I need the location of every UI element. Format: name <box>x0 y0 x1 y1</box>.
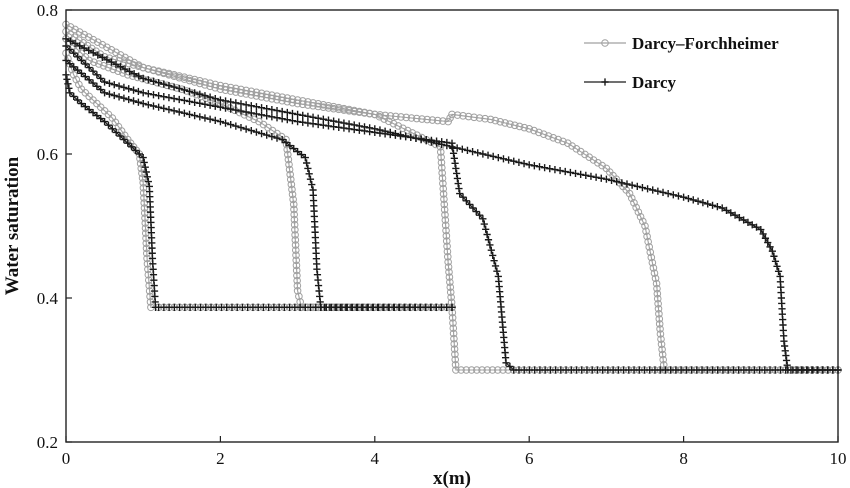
data-point <box>309 114 316 121</box>
y-tick-label: 0.2 <box>36 433 58 452</box>
data-point <box>106 91 113 98</box>
data-point <box>237 124 244 131</box>
data-point <box>222 120 229 127</box>
data-point <box>481 220 488 227</box>
data-point <box>464 147 471 154</box>
data-point <box>258 130 265 137</box>
data-point <box>556 167 563 174</box>
data-point <box>659 189 666 196</box>
data-point <box>304 113 311 120</box>
data-point <box>492 262 499 269</box>
data-point <box>649 186 656 193</box>
data-point <box>130 97 137 104</box>
series-darcy <box>62 35 841 373</box>
x-tick-label: 6 <box>524 449 534 468</box>
data-point <box>510 158 517 165</box>
data-point <box>644 185 651 192</box>
data-point <box>170 95 177 102</box>
data-point <box>325 117 332 124</box>
data-point <box>140 100 147 107</box>
data-point <box>474 149 481 156</box>
data-point <box>587 173 594 180</box>
data-point <box>680 194 687 201</box>
data-point <box>243 101 250 108</box>
data-point <box>495 154 502 161</box>
data-point <box>335 118 342 125</box>
data-point <box>125 96 132 103</box>
data-point <box>482 226 489 233</box>
data-point <box>207 116 214 123</box>
data-point <box>115 82 122 89</box>
data-point <box>515 159 522 166</box>
data-point <box>253 103 260 110</box>
x-tick-label: 8 <box>679 449 688 468</box>
data-point <box>770 253 777 260</box>
data-point <box>505 156 512 163</box>
data-point <box>704 200 711 207</box>
data-point <box>488 247 495 254</box>
data-point <box>201 114 208 121</box>
data-point <box>248 109 255 116</box>
data-point <box>258 111 265 118</box>
data-point <box>536 163 543 170</box>
data-point <box>160 93 167 100</box>
data-point <box>654 188 661 195</box>
data-point <box>629 182 636 189</box>
data-point <box>775 268 782 275</box>
data-point <box>268 133 275 140</box>
data-point <box>623 180 630 187</box>
legend-label: Darcy–Forchheimer <box>632 34 779 53</box>
data-point <box>284 116 291 123</box>
data-point <box>448 143 455 150</box>
data-point <box>130 87 137 94</box>
data-point <box>526 161 533 168</box>
data-point <box>186 98 193 105</box>
y-tick-label: 0.8 <box>36 1 58 20</box>
data-point <box>567 169 574 176</box>
chart-marks <box>62 21 841 374</box>
x-tick-label: 4 <box>370 449 380 468</box>
data-point <box>634 183 641 190</box>
data-point <box>551 166 558 173</box>
data-point <box>694 198 701 205</box>
data-point <box>253 129 260 136</box>
data-point <box>455 185 462 192</box>
data-point <box>469 148 476 155</box>
data-point <box>120 84 127 91</box>
data-point <box>452 165 459 172</box>
data-point <box>111 81 118 88</box>
data-point <box>63 76 70 83</box>
data-point <box>479 150 486 157</box>
data-point <box>289 117 296 124</box>
data-point <box>165 106 172 113</box>
data-point <box>356 122 363 129</box>
data-point <box>263 132 270 139</box>
data-point <box>451 160 458 167</box>
series-darcy-forchheimer <box>63 21 842 373</box>
data-point <box>500 155 507 162</box>
x-axis-label: x(m) <box>433 468 471 488</box>
data-point <box>351 121 358 128</box>
data-point <box>165 94 172 101</box>
data-point <box>593 174 600 181</box>
data-point <box>176 96 183 103</box>
data-point <box>181 97 188 104</box>
data-point <box>315 121 322 128</box>
data-point <box>237 100 244 107</box>
data-point <box>709 202 716 209</box>
data-point <box>484 152 491 159</box>
data-point <box>330 118 337 125</box>
data-point <box>135 88 142 95</box>
data-point <box>150 91 157 98</box>
data-point <box>665 190 672 197</box>
data-point <box>531 162 538 169</box>
data-point <box>232 123 239 130</box>
y-tick-label: 0.6 <box>36 145 58 164</box>
data-point <box>232 99 239 106</box>
data-point <box>459 146 466 153</box>
data-point <box>577 171 584 178</box>
data-point <box>451 155 458 162</box>
data-point <box>268 113 275 120</box>
x-tick-label: 10 <box>829 449 847 468</box>
data-point <box>520 160 527 167</box>
y-tick-label: 0.4 <box>36 289 58 308</box>
legend-item <box>584 73 677 92</box>
data-point <box>145 101 152 108</box>
data-point <box>541 164 548 171</box>
data-point <box>140 89 147 96</box>
legend-item <box>584 34 779 53</box>
data-point <box>303 159 310 166</box>
data-point <box>217 118 224 125</box>
data-point <box>308 181 315 188</box>
data-point <box>263 112 270 119</box>
data-point <box>120 95 127 102</box>
data-point <box>196 100 203 107</box>
data-point <box>562 168 569 175</box>
data-point <box>212 117 219 124</box>
data-point <box>299 112 306 119</box>
data-point <box>608 177 615 184</box>
data-point <box>160 105 167 112</box>
data-point <box>294 111 301 118</box>
data-point <box>309 120 316 127</box>
data-point <box>546 165 553 172</box>
data-point <box>454 144 461 151</box>
data-point <box>485 236 492 243</box>
data-point <box>111 92 118 99</box>
data-point <box>191 99 198 106</box>
data-point <box>714 203 721 210</box>
data-point <box>486 241 493 248</box>
data-point <box>307 176 314 183</box>
data-point <box>227 121 234 128</box>
data-point <box>572 170 579 177</box>
data-point <box>186 111 193 118</box>
data-point <box>690 196 697 203</box>
data-point <box>273 107 280 114</box>
data-point <box>181 110 188 117</box>
data-point <box>582 172 589 179</box>
data-point <box>454 175 461 182</box>
data-point <box>639 184 646 191</box>
series-line <box>66 75 452 308</box>
data-point <box>490 153 497 160</box>
data-point <box>699 199 706 206</box>
data-point <box>675 192 682 199</box>
data-point <box>115 93 122 100</box>
data-point <box>453 170 460 177</box>
data-point <box>598 175 605 182</box>
data-point <box>489 252 496 259</box>
data-point <box>268 106 275 113</box>
series-line <box>66 32 838 370</box>
data-point <box>304 119 311 126</box>
data-point <box>299 119 306 126</box>
data-point <box>340 119 347 126</box>
data-point <box>289 110 296 117</box>
data-point <box>176 108 183 115</box>
series-line <box>66 39 452 308</box>
data-point <box>493 268 500 275</box>
data-point <box>603 176 610 183</box>
y-axis-label: Water saturation <box>2 156 23 296</box>
data-point <box>294 118 301 125</box>
data-point <box>483 231 490 238</box>
data-point <box>237 107 244 114</box>
data-point <box>150 102 157 109</box>
legend-label: Darcy <box>632 73 677 92</box>
data-point <box>155 104 162 111</box>
data-point <box>170 107 177 114</box>
data-point <box>196 113 203 120</box>
data-point <box>670 191 677 198</box>
data-point <box>145 90 152 97</box>
data-point <box>243 126 250 133</box>
data-point <box>248 127 255 134</box>
data-point <box>279 115 286 122</box>
data-point <box>455 180 462 187</box>
data-point <box>320 116 327 123</box>
data-point <box>601 78 608 85</box>
data-point <box>191 112 198 119</box>
data-point <box>304 165 311 172</box>
data-point <box>155 92 162 99</box>
x-tick-label: 0 <box>61 449 71 468</box>
data-point <box>450 150 457 157</box>
data-point <box>258 104 265 111</box>
data-point <box>263 105 270 112</box>
data-point <box>284 109 291 116</box>
data-point <box>135 99 142 106</box>
data-point <box>106 80 113 87</box>
data-point <box>345 120 352 127</box>
data-point <box>315 115 322 122</box>
data-point <box>361 123 368 130</box>
data-point <box>279 108 286 115</box>
data-point <box>491 257 498 264</box>
data-point <box>685 195 692 202</box>
data-point <box>773 263 780 270</box>
data-point <box>273 114 280 121</box>
data-point <box>306 170 313 177</box>
data-point <box>248 102 255 109</box>
data-point <box>772 258 779 265</box>
data-point <box>125 85 132 92</box>
legend <box>584 34 779 92</box>
x-tick-label: 2 <box>216 449 225 468</box>
